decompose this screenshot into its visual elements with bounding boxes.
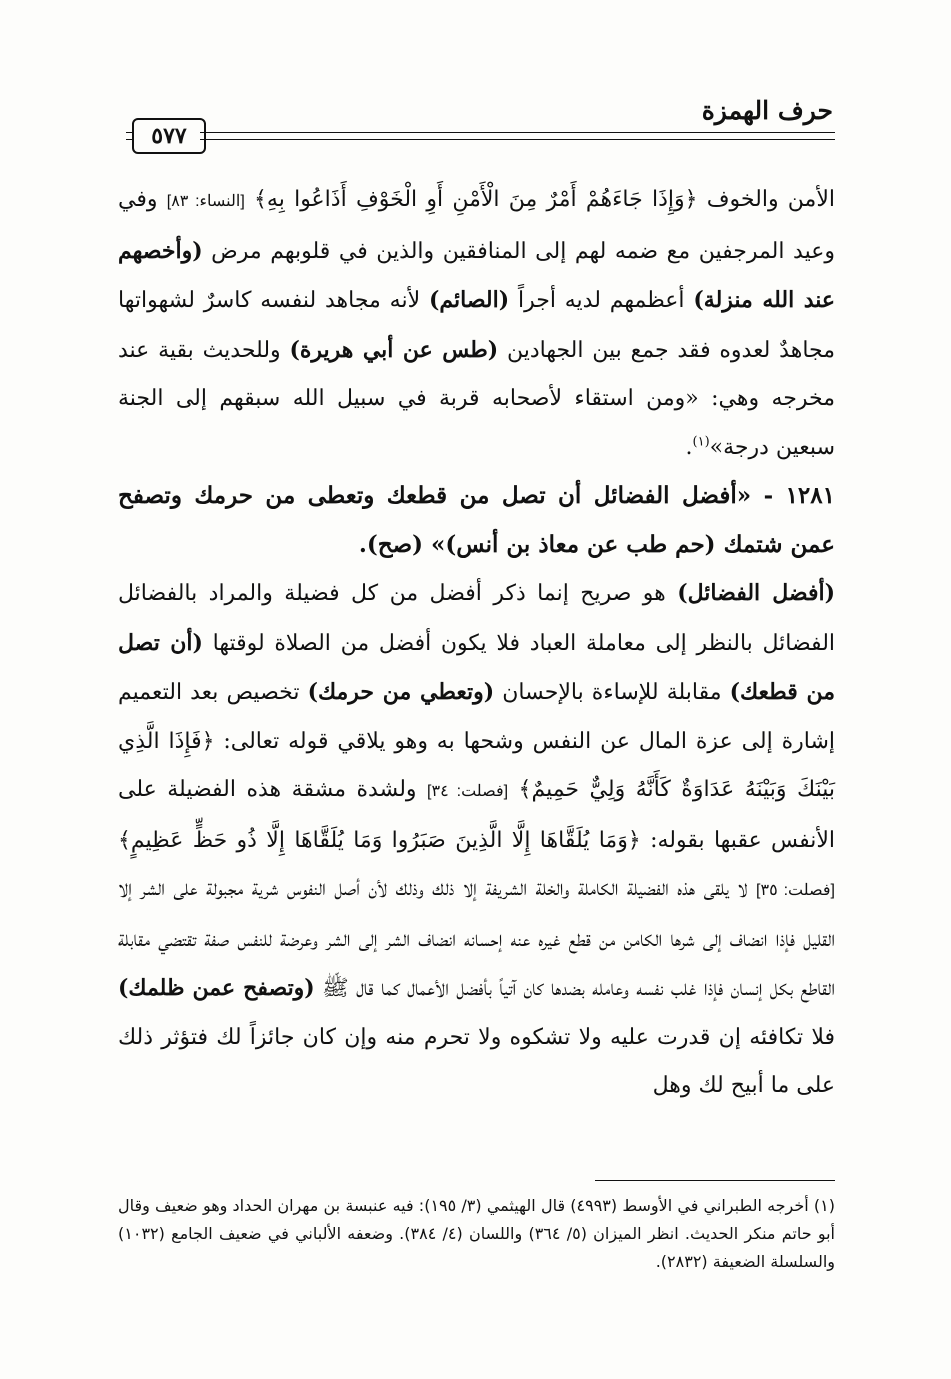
- footnote-separator: [595, 1180, 835, 1181]
- quran-verse: ﴿وَإِذَا جَاءَهُمْ أَمْرٌ مِنَ الْأَمْنِ أَوِ الْخَوْفِ أَذَاعُوا بِهِ﴾: [254, 187, 698, 212]
- main-text: [118, 176, 835, 1111]
- footnotes: [118, 1192, 835, 1276]
- running-header-title: حرف الهمزة: [701, 96, 833, 125]
- quran-verse: ﴿فَإِذَا الَّذِي بَيْنَكَ وَبَيْنَهُ عَدَاوَةٌ كَأَنَّهُ وَلِيٌّ حَمِيمٌ﴾: [118, 728, 835, 802]
- paragraph-1: الأمن والخوف ﴿وَإِذَا جَاءَهُمْ أَمْرٌ مِنَ الْأَمْنِ أَوِ الْخَوْفِ أَذَاعُوا بِهِ﴾ [النساء: ٨٣] وفي وعيد المرجفين مع ضمه لهم إلى المنافقين والذين في قلوبهم مرض (وأخصهم عند الله منزلة) أعظمهم لديه أجراً (الصائم) لأنه مجاهد لنفسه كاسرٌ لشهواتها مجاهدٌ لعدوه فقد جمع بين الجهادين (طس عن أبي هريرة) وللحديث بقية عند مخرجه وهي: «ومن استقاء لأصحابه قربة في سبيل الله سبقهم إلى الجنة سبعين درجة»$^{(١)}$.: [118, 187, 836, 460]
- footnote-1: (١) أخرجه الطبراني في الأوسط (٤٩٩٣) قال الهيثمي (٣/ ١٩٥): فيه عنبسة بن مهران الحداد وهو ضعيف وقال أبو حاتم منكر الحديث. انظر الميزان (٥/ ٣٦٤) واللسان (٤/ ٣٨٤). وضعفه الألباني في ضعيف الجامع (١٠٣٢) والسلسلة الضعيفة (٢٨٣٢).: [118, 1196, 835, 1271]
- verse-reference: [فصلت: ٣٤]: [427, 783, 509, 800]
- verse-reference: [فصلت: ٣٥]: [756, 882, 835, 899]
- paragraph-3: (أفضل الفضائل) هو صريح إنما ذكر أفضل من كل فضيلة والمراد بالفضائل الفضائل بالنظر إلى معاملة العباد فلا يكون أفضل من الصلاة لوقتها (أن تصل من قطعك) مقابلة للإساءة بالإحسان (وتعطي من حرمك) تخصيص بعد التعميم إشارة إلى عزة المال عن النفس وشحها به وهو يلاقي قوله تعالى: ﴿فَإِذَا الَّذِي بَيْنَكَ وَبَيْنَهُ عَدَاوَةٌ كَأَنَّهُ وَلِيٌّ حَمِيمٌ﴾ [فصلت: ٣٤] ولشدة مشقة هذه الفضيلة على الأنفس عقبها بقوله: ﴿وَمَا يُلَقَّاهَا إِلَّا الَّذِينَ صَبَرُوا وَمَا يُلَقَّاهَا إِلَّا ذُو حَظٍّ عَظِيمٍ﴾ [فصلت: ٣٥] لا يلقى هذه الفضيلة الكاملة والخلة الشريفة إلا ذلك وذلك لأن أصل النفوس شرية مجبولة على الشر إلا القليل فإذا انضاف إلى شرها الكامن من قطع غيره عنه إحسانه انضاف الشر إلى الشر وعرضة للنفس صفة تقتضي مقابلة القاطع بكل إنسان فإذا غلب نفسه وعامله بضدها كان آتياً بأفضل الأعمال كما قال ﷺ (وتصفح عمن ظلمك) فلا تكافئه إن قدرت عليه ولا تشكوه ولا تحرم منه وإن كان جائزاً لك فتؤثر ذلك على ما أبيح لك وهل: [118, 580, 836, 1098]
- footnote-marker: (١): [692, 434, 710, 450]
- verse-reference: [النساء: ٨٣]: [166, 193, 245, 210]
- header-rule: [200, 132, 835, 140]
- page-number: ٥٧٧: [132, 118, 206, 154]
- quran-verse: ﴿وَمَا يُلَقَّاهَا إِلَّا الَّذِينَ صَبَرُوا وَمَا يُلَقَّاهَا إِلَّا ذُو حَظٍّ عَظِيمٍ﴾: [118, 827, 641, 853]
- hadith-entry: ١٢٨١ - «أفضل الفضائل أن تصل من قطعك وتعطى من حرمك وتصفح عمن شتمك (حم طب عن معاذ بن أنس)» (صح).: [118, 482, 835, 558]
